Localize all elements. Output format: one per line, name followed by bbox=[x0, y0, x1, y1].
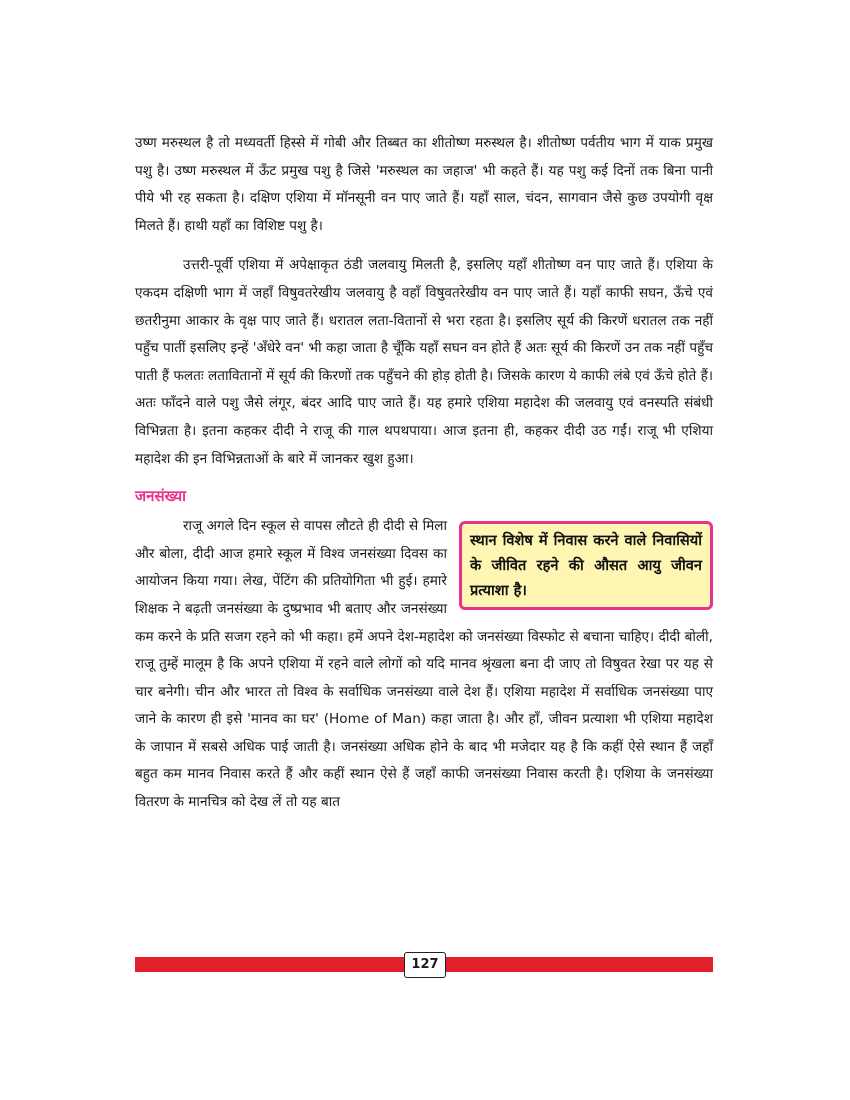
page-body bbox=[135, 130, 713, 829]
paragraph-forests: उत्तरी-पूर्वी एशिया में अपेक्षाकृत ठंडी जलवायु मिलती है, इसलिए यहाँ शीतोष्ण वन पाए जाते हैं। एशिया के एकदम दक्षिणी भाग में जहाँ विषुवतरेखीय जलवायु है वहाँ विषुवतरेखीय वन पाए जाते हैं। यहाँ काफी सघन, ऊँचे एवं छतरीनुमा आकार के वृक्ष पाए जाते हैं। धरातल लता-वितानों से भरा रहता है। इसलिए सूर्य की किरणें धरातल तक नहीं पहुँच पातीं इसलिए इन्हें 'अँधेरे वन' भी कहा जाता है चूँकि यहाँ सघन वन होते हैं अतः सूर्य की किरणें उन तक नहीं पहुँच पाती हैं फलतः लतावितानों में सूर्य की किरणों तक पहुँचने की होड़ होती है। जिसके कारण ये काफी लंबे एवं ऊँचे होते हैं। अतः फाँदने वाले पशु जैसे लंगूर, बंदर आदि पाए जाते हैं। यह हमारे एशिया महादेश की जलवायु एवं वनस्पति संबंधी विभिन्नता है। इतना कहकर दीदी ने राजू की गाल थपथपाया। आज इतना ही, कहकर दीदी उठ गईं। राजू भी एशिया महादेश की इन विभिन्नताओं के बारे में जानकर खुश हुआ। bbox=[135, 257, 713, 467]
life-expectancy-callout: स्थान विशेष में निवास करने वाले निवासियों के जीवित रहने की औसत आयु जीवन प्रत्याशा है। bbox=[459, 521, 713, 610]
page-number: 127 bbox=[404, 952, 446, 978]
paragraph-population: राजू अगले दिन स्कूल से वापस लौटते ही दीदी से मिला और बोला, दीदी आज हमारे स्कूल में विश्व जनसंख्या दिवस का आयोजन किया गया। लेख, पेंटिंग की प्रतियोगिता भी हुई। हमारे शिक्षक ने बढ़ती जनसंख्या के दुष्प्रभाव भी बताए और जनसंख्या कम करने के प्रति सजग रहने को भी कहा। हमें अपने देश-महादेश को जनसंख्या विस्फोट से बचाना चाहिए। दीदी बोली, राजू तुम्हें मालूम है कि अपने एशिया में रहने वाले लोगों को यदि मानव श्रृंखला बना दी जाए तो विषुवत रेखा पर यह से चार बनेगी। चीन और भारत तो विश्व के सर्वाधिक जनसंख्या वाले देश हैं। एशिया महादेश में सर्वाधिक जनसंख्या पाए जाने के कारण ही इसे 'मानव का घर' (Home of Man) कहा जाता है। और हाँ, जीवन प्रत्याशा भी एशिया महादेश के जापान में सबसे अधिक पाई जाती है। जनसंख्या अधिक होने के बाद भी मजेदार यह है कि कहीं ऐसे स्थान हैं जहाँ बहुत कम मानव निवास करते हैं और कहीं स्थान ऐसे हैं जहाँ काफी जनसंख्या निवास करती है। एशिया के जनसंख्या वितरण के मानचित्र को देख लें तो यह बात bbox=[135, 518, 713, 811]
paragraph-desert-animals: उष्ण मरुस्थल है तो मध्यवर्ती हिस्से में गोबी और तिब्बत का शीतोष्ण मरुस्थल है। शीतोष्ण पर्वतीय भाग में याक प्रमुख पशु है। उष्ण मरुस्थल में ऊँट प्रमुख पशु है जिसे 'मरुस्थल का जहाज' भी कहते हैं। यह पशु कई दिनों तक बिना पानी पीये भी रह सकता है। दक्षिण एशिया में मॉनसूनी वन पाए जाते हैं। यहाँ साल, चंदन, सागवान जैसे कुछ उपयोगी वृक्ष मिलते हैं। हाथी यहाँ का विशिष्ट पशु है। bbox=[135, 135, 713, 234]
section-heading-population: जनसंख्या bbox=[135, 487, 186, 506]
